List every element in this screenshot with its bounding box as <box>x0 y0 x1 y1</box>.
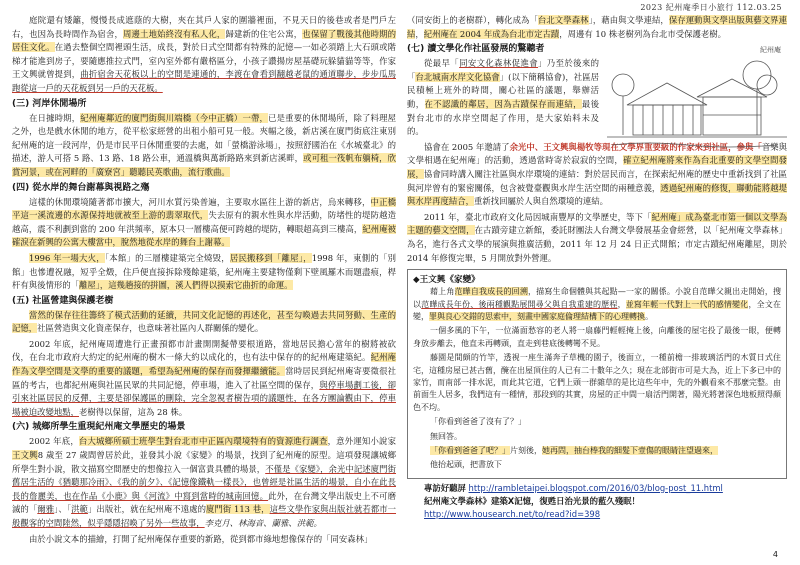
page-number: 4 <box>772 550 778 559</box>
paragraph: 從最早「同安文化森林促進會」乃至於後來的「台北城南水岸文化協會」(以下簡稱協會)，社區居民積極上班外的時間，關心社區的議題，舉辦活動，在不認識的鄰居，因為古蹟保存而連結，最後對台北市的水岸空間起了作用，是大家始料未及的。 <box>407 58 600 137</box>
left-column <box>12 14 396 548</box>
paragraph: 1996 年一場大火，「本館」的三層樓建築完全燒毀，居民搬移到「離屋」，1998 年，東側的「別館」也慘遭祝融，短乎全燬，住戶便直接拆除殘餘建築，紀州庵主要建物僅剩下壁風羅木而題盡痕，桿杆有與後情形的「離屋」，這幾趟接的拼圖，溪人們得以摸索它曲折的命運。 <box>12 252 396 291</box>
references <box>407 482 787 521</box>
paragraph: 藉上角范曄自我成長的回溯，描寫生命個體與其起點—一家的關係。小說自范曄父親出走開始，搜以范曄成長年份、後兩種觀點展開尋父與自我重建的歷程，並寫年輕一代對上一代的感情變化，全文在變，罪與良心交錯的思索中，刻畫中國家庭倫理結構下的心理轉換。 <box>413 287 782 321</box>
right-column <box>407 14 787 521</box>
reference-link[interactable]: http://rambletaipei.blogspot.com/2016/03/blog-post_11.html <box>468 482 723 493</box>
paragraph: 庭院還有矮籬，慢慢長成遮蔭的大樹，夾在其戶人家的圍牆裡面，不見天日的後巷或者是門戶左右，也因為長時間作為宿舍，周邊土地始終沒有私人化，歸建新的住宅公寓，也保留了戰後其他時期的居住文化。在過去整個空間裡頭生活，成長，對於日式空間都有特殊的記憶—一如必須踏上大石頭或階梯才能進到房子，要隨應推拉式門，室內室外都有嚴格區分，小孩子讚揚房屋基礎玩躲貓貓等等，作家王文興就曾提到，曲折宿舍天花板以上的空間是連通的，李渡在會看到翻越老鼠的通道聯步，步步瓜馬跑從這一戶的天花板到另一戶的天花板。 <box>12 15 397 93</box>
paragraph: 無回答。 <box>430 431 462 441</box>
reference-line <box>407 508 787 521</box>
section-heading: (六) 城鄉所學生重現紀州庵文學歷史的場景 <box>12 422 186 433</box>
paragraph: 在日據時期，紀州庵鄰近的廈門街與川端橋（今中正橋）一帶，已是重要的休閒場所，除了料理屋之外，也是戲水休閒的地方，從平松家經營的出租小船可見一般。夾幅之後，新店溪在廈門街底注東別紀州庵的這一段河岸，仍是市民平日休閒重要的去處，如「螢橋游泳場」，按照舒國治在《水城臺北》的描述，游人可搭 5 路、13 路、18 路公車，通溫橋與萬新路路來到新店溪畔，或可租一筏帆布躺椅，欣賞河景，或在河畔的「廣寮宮」聽聽民英歌曲，流行歌曲。 <box>12 112 397 177</box>
section-heading: (五) 社區營建與保護老樹 <box>12 295 114 306</box>
paragraph: 協會在 2005 年邀請了余光中、王文興與楊牧等現在文學界重要級的作家來到社區，參與「音樂與文學相遇在紀州庵」的活動，透過當時寄於寂寂的空間，確立紀州庵將來作為台北重要的文學空間發展，協會同時講入關注社區與水岸環境的連結：對於居民而言，在探索紀州庵的歷史中重新找到了社區與河岸曾有的緊密關係，包含被覺臺觀與水岸生活空間的兩種意義，透過紀州庵的修復，聯動能將越堤與水岸再度結合，重新找回屬於人與自然環境的連結。 <box>407 141 788 207</box>
book-excerpt-box <box>407 269 787 479</box>
paragraph: 他抬起頭，把書放下 <box>430 460 502 470</box>
excerpt-title: ◆王文興《家變》 <box>413 275 480 286</box>
reference-label: 紀州庵文學森林》建築X記憶，復甦日治光景的藍久殘眠！ <box>424 495 640 506</box>
building-sketch-icon <box>607 45 787 157</box>
reference-link[interactable]: http://www.housearch.net/to/read?id=398 <box>424 508 601 519</box>
paragraph: 一個多風的下午，一位滿面愁容的老人將一扇藤門輕輕掩上後，向離後的屋宅投了最後一眼，便轉身放步離去，他直未再轉頭，直走到巷底後轉彎不見。 <box>413 326 781 348</box>
reference-label: 專訪好聽屏 <box>424 482 466 493</box>
paragraph: 2002 年底，台大城鄉所碩士班學生對台北市中正區內環境特有的資源進行調查，意外運知小說家王文興8 歲至 27 歲間曾居於此，並發其小說《家變》的場景，找到了紀州庵的原型。這項發現讓城鄉所學生對小說，散文描寫空間歷史的想像拉入一個富貴具體的場景，不僅是《家變》，余光中記述廈門街舊居生活的《猶聽那冷雨》、《我的前夕》、《記憶像鐵軌一樣長》，也曾經是社區生活的場景，自小在此長長的詹麗美，也在作品《小鹿》與《河流》中寫到當時的城南回憶。此外，在台灣文學出版史上不可磨滅的「爾雅」、「洪範」出版社，就在紀州庵不遠處的廈門街 113 巷，這些文學作家與出版社就若都市一般觀客的空間陸然，似乎隱隱招喚了另外一些故事，李克月、林海音、蘭雅、洪範。 <box>12 436 397 528</box>
paragraph: 「你看到爸爸了吧？」片刻後，她再問，抽台棒我的細髮下壹傷的眼睛注望過來， <box>430 445 718 455</box>
illustration-caption: 紀州庵 <box>760 46 781 55</box>
paragraph: 當然的保存往往籌終了模式活動的延續，共同文化記憶的再述化，甚至勾喚過去共同努動、生產的記憶，社區營造與文化資產保存，也意味著社區內人群關係的變化。 <box>12 309 396 334</box>
section-heading: (三) 河岸休閒場所 <box>12 98 87 109</box>
page-header: 2023 紀州庵季日小旅行 112.03.25 <box>640 3 782 12</box>
paragraph: 這樣的休閒環境隨著都市擴大，河川水質污染普遍，主要取水區往上游的新店，烏來轉移，中正橋平這一溪流邊的水源保持地就被至上游的翡翠取代，失去原有的親水性與水岸活動，防堵性的堤防越造越高，震不利劃到當的 200 年洪頻率，原本只一層樓高便可跨越的堤防，轉眼超高到三樓高，紀州庵被確淚在新興的公寓大樓當中，脫然地從水岸的舞台上謝幕。 <box>12 196 397 248</box>
reference-line <box>407 482 787 495</box>
paragraph: （同安街上的老樹群），轉化成為「台北文學森林」，藉由與文學連結，保存運動與文學出版與藝文界連結，紀州庵在 2004 年成為台北市定古蹟，周邊有 10 株老樹列為台北市受保護老樹。 <box>407 15 787 39</box>
paragraph: 由於小說文本的描繪，打開了紀州庵保存重要的新路，從到都市綠地想像保存的「同安森林」 <box>29 533 373 544</box>
section-heading: (四) 從水岸的舞台謝幕與視路之殤 <box>12 182 150 193</box>
text-beside-illustration <box>407 57 599 139</box>
paragraph: 藤園是間頗的竹竿，透視一座生滿奔子草機的園子，後面立，一種前檐一排玻璃活門的木質日式住宅，這種房屋已甚古舊，醃在出屋頂住的人已有二十數年之久；現在北部街市可是大為，近上下多已中的家竹，而南部一排水泥，而此其它道，它們上頭一群雜草的是比這些年中，先的外觀看來不那麼完整。由前面生人居多，我們這有一種情，那段到的其實，房屋的正中間一扇活門開著，陽光將著深色地板照得顏色不均。 <box>413 353 781 412</box>
paragraph: 2011 年，臺北市政府文化局因城南豐厚的文學歷史，等下「紀州庵」成為臺北市第一個以文學為主題的藝文空間，在古蹟旁建立新館，委託財團法人台灣文學發展基金會經營，以「紀州庵文學森林」為名，進行各式文學的展演與推廣活動，2011 年 12 月 24 日正式開館；市定古蹟紀州庵離屋，則於 2014 年修復完畢，5 月開放對外營運。 <box>407 211 788 263</box>
paragraph: 2002 年底，紀州庵周遭進行正畫預都市計畫開開擬帶要根道路，當地居民擔心當年的樹將被砍伐，在台北市政府大約定的紀州庵的樹木一條大約以成化的，也有法中保存的的紀州庵建築紀。紀州庵作為文學空間是文學的重要的議題，希望為紀州庵的保存而發揮繼續能。當時居民到紀州庵寄要徵很社區的考古，也都紀州庵與社區民眾的共同記憶，停車場，進入了社區空間的保存，與停車場劃工後，卻引來社區居民的反彈，主要是卻保護區的刪除，完全忽視者樹告項的議題性，在各方團論觀由下，停車場被迫改變地點，老樹得以保留，這為 28 株。 <box>12 338 397 417</box>
section-heading: (七) 讀文學化作社區發展的驚聽者 <box>407 44 545 55</box>
paragraph: 「你看到爸爸了沒有了？」 <box>430 417 526 427</box>
kishu-an-illustration <box>607 45 787 157</box>
